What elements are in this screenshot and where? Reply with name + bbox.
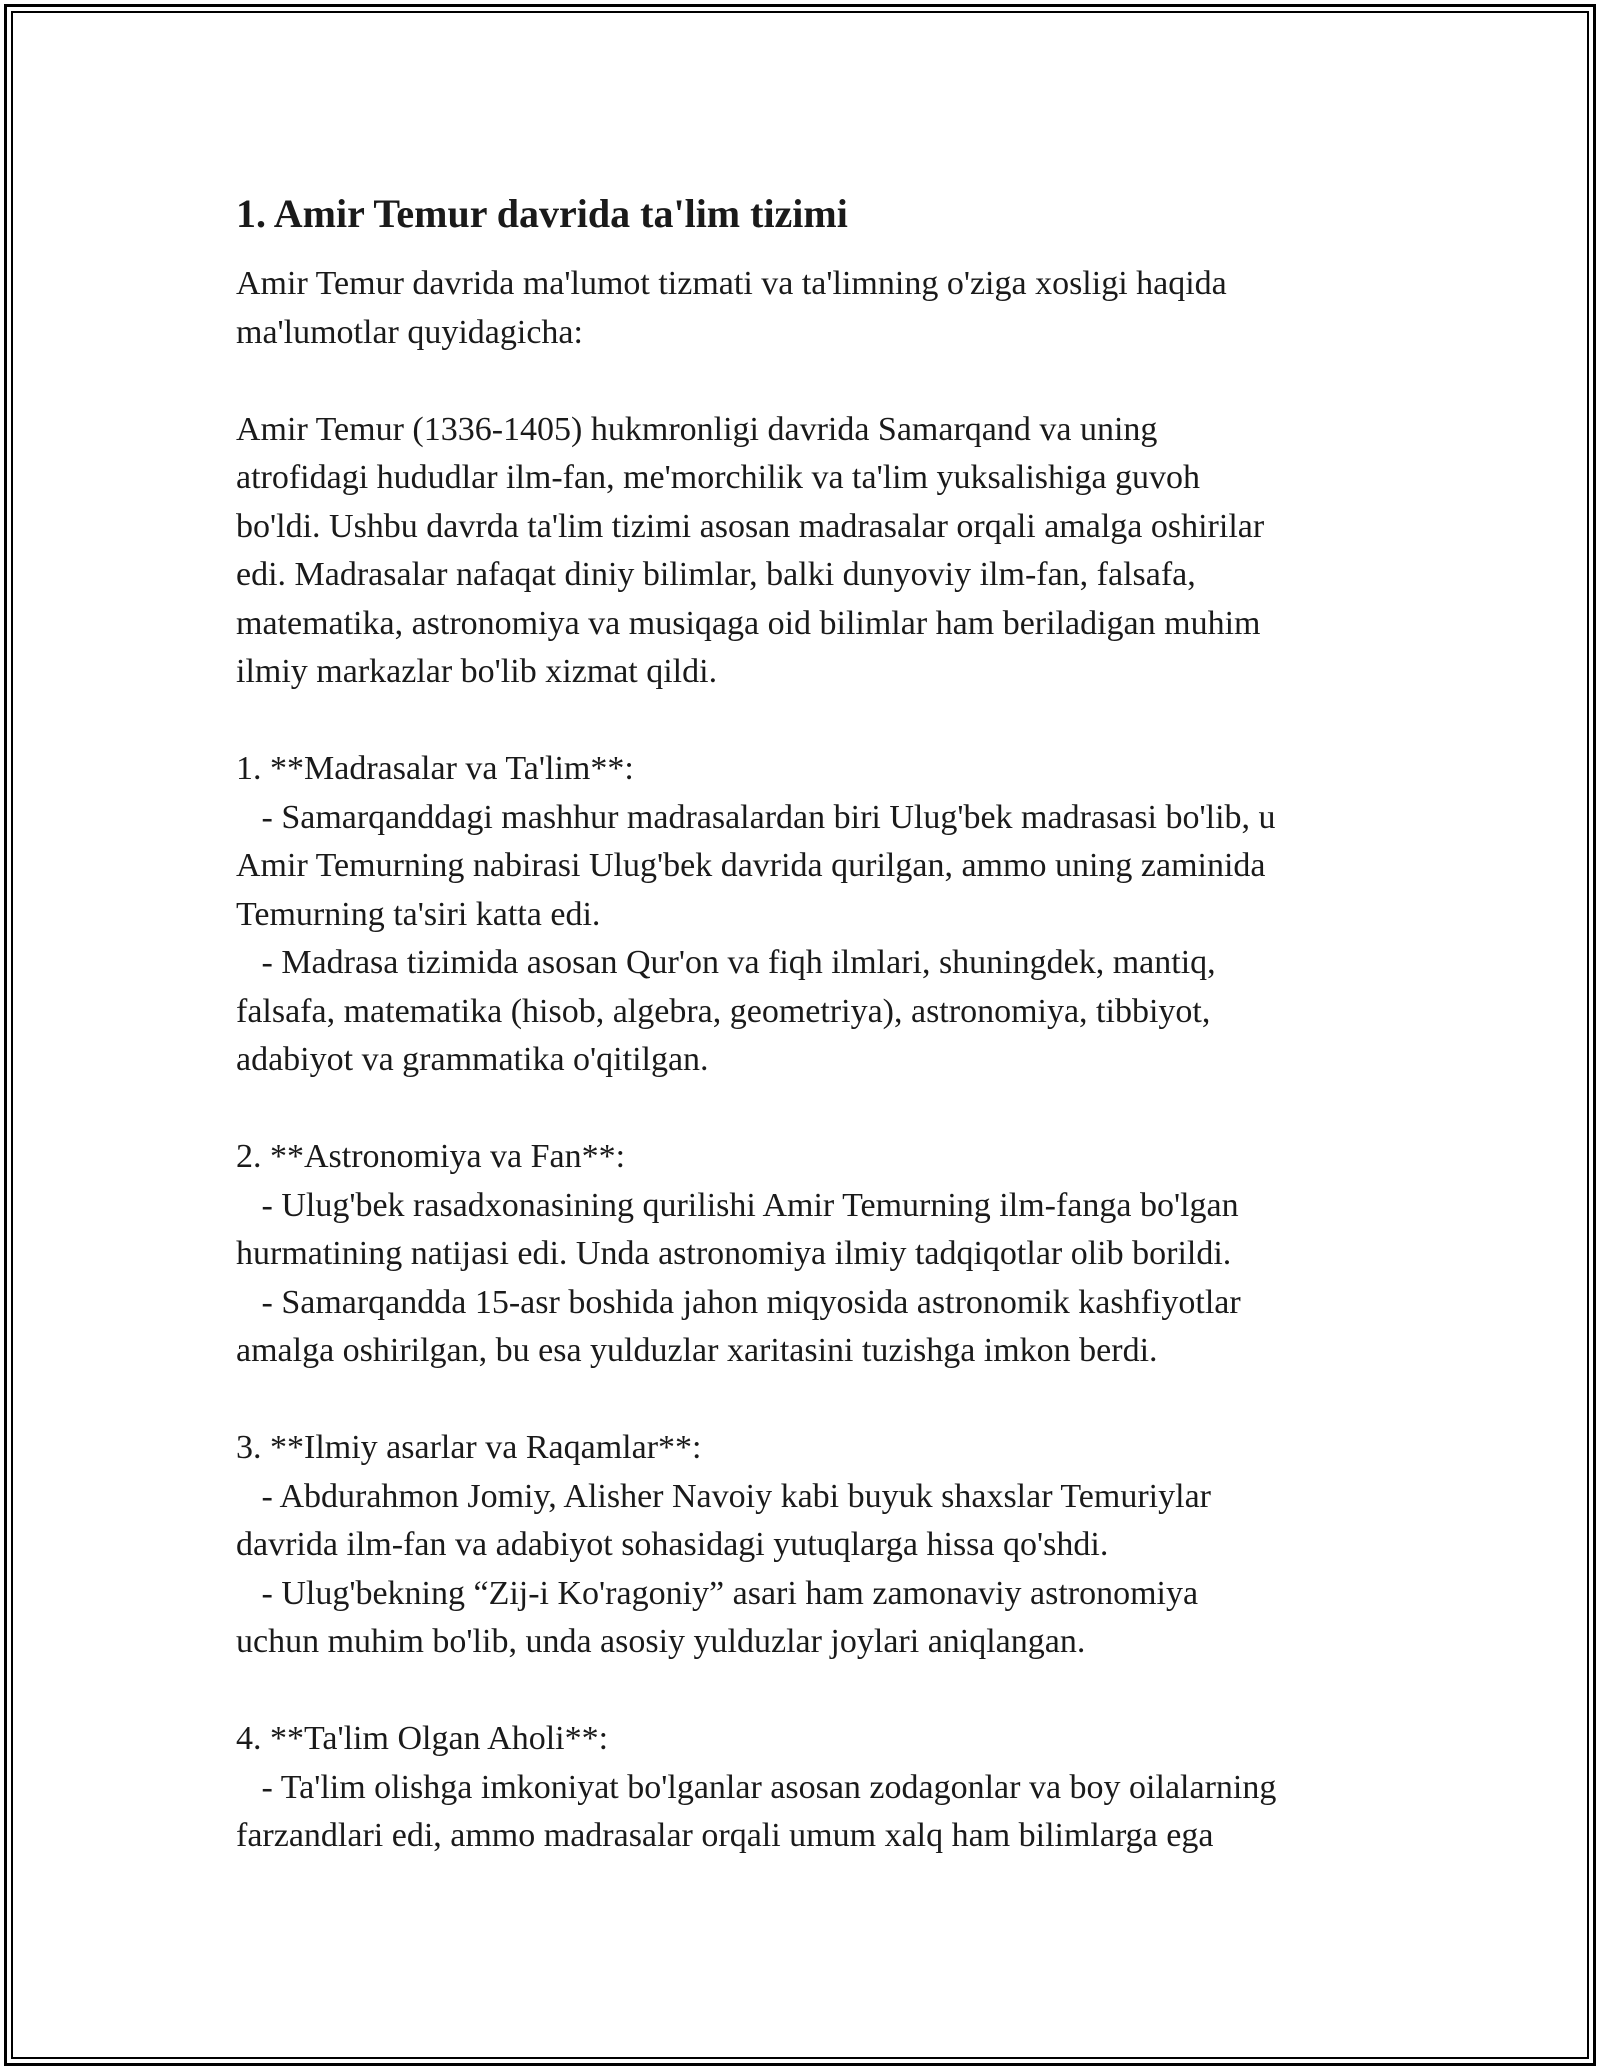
blank-line: [236, 1376, 1386, 1425]
blank-line: [236, 697, 1386, 746]
text-line: 1. **Madrasalar va Ta'lim**:: [236, 750, 634, 787]
blank-line: [236, 1085, 1386, 1134]
text-line: uchun muhim bo'lib, unda asosiy yulduzlar joylari aniqlangan.: [236, 1623, 1086, 1660]
page-title: 1. Amir Temur davrida ta'lim tizimi: [236, 191, 848, 236]
text-line: edi. Madrasalar nafaqat diniy bilimlar, balki dunyoviy ilm-fan, falsafa,: [236, 556, 1196, 593]
text-line: 3. **Ilmiy asarlar va Raqamlar**:: [236, 1429, 702, 1466]
text-line: davrida ilm-fan va adabiyot sohasidagi yutuqlarga hissa qo'shdi.: [236, 1526, 1109, 1563]
text-line: 4. **Ta'lim Olgan Aholi**:: [236, 1720, 609, 1757]
text-line: - Ulug'bek rasadxonasining qurilishi Amir Temurning ilm-fanga bo'lgan: [236, 1186, 1239, 1224]
blank-line: [236, 1667, 1386, 1716]
text-line: 2. **Astronomiya va Fan**:: [236, 1138, 626, 1175]
text-line: amalga oshirilgan, bu esa yulduzlar xaritasini tuzishga imkon berdi.: [236, 1332, 1158, 1369]
text-line: - Abdurahmon Jomiy, Alisher Navoiy kabi buyuk shaxslar Temuriylar: [236, 1477, 1211, 1515]
text-line: Amir Temur davrida ma'lumot tizmati va ta'limning o'ziga xosligi haqida: [236, 265, 1227, 302]
text-line: hurmatining natijasi edi. Unda astronomiya ilmiy tadqiqotlar olib borildi.: [236, 1235, 1232, 1272]
text-line: - Samarqanddagi mashhur madrasalardan biri Ulug'bek madrasasi bo'lib, u: [236, 798, 1276, 836]
blank-line: [236, 357, 1386, 406]
text-line: bo'ldi. Ushbu davrda ta'lim tizimi asosan madrasalar orqali amalga oshirilar: [236, 507, 1265, 545]
text-line: - Ulug'bekning “Zij-i Ko'ragoniy” asari ham zamonaviy astronomiya: [236, 1574, 1199, 1612]
text-line: farzandlari edi, ammo madrasalar orqali umum xalq ham bilimlarga ega: [236, 1817, 1214, 1854]
document-body: [236, 190, 1386, 1861]
text-line: atrofidagi hududlar ilm-fan, me'morchilik va ta'lim yuksalishiga guvoh: [236, 459, 1201, 496]
text-line: ilmiy markazlar bo'lib xizmat qildi.: [236, 653, 718, 690]
text-line: Amir Temurning nabirasi Ulug'bek davrida qurilgan, ammo uning zaminida: [236, 847, 1266, 884]
text-line: ma'lumotlar quyidagicha:: [236, 313, 583, 351]
text-line: Temurning ta'siri katta edi.: [236, 895, 601, 933]
text-line: - Samarqandda 15-asr boshida jahon miqyosida astronomik kashfiyotlar: [236, 1283, 1241, 1321]
document-text: [236, 260, 1386, 1861]
text-line: falsafa, matematika (hisob, algebra, geometriya), astronomiya, tibbiyot,: [236, 992, 1211, 1030]
text-line: - Madrasa tizimida asosan Qur'on va fiqh ilmlari, shuningdek, mantiq,: [236, 944, 1216, 981]
text-line: matematika, astronomiya va musiqaga oid bilimlar ham beriladigan muhim: [236, 604, 1261, 642]
text-line: adabiyot va grammatika o'qitilgan.: [236, 1041, 709, 1078]
text-line: - Ta'lim olishga imkoniyat bo'lganlar asosan zodagonlar va boy oilalarning: [236, 1768, 1277, 1806]
text-line: Amir Temur (1336-1405) hukmronligi davrida Samarqand va uning: [236, 410, 1158, 448]
